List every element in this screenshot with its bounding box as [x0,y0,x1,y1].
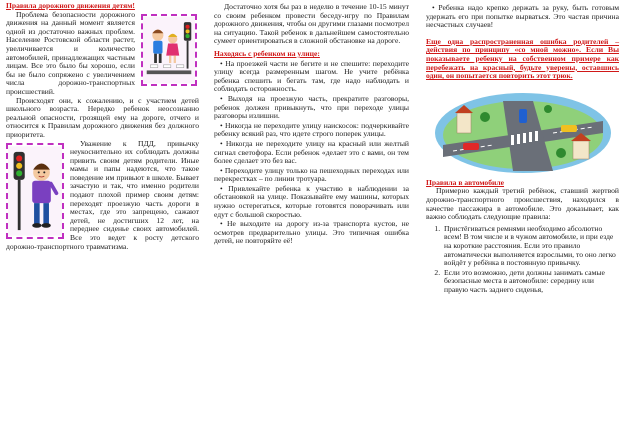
list-item: 1. Пристёгиваться ремнями необходимо абсолютно всем! В том числе и в чужом автомобиле, и при езде на короткие расстояния. Если это правило автоматически выполняется взрослыми, то оно легко войдёт у ребёнка в постоянную привычку. [442,225,619,268]
car-rules-heading: Правила в автомобиле [426,177,505,187]
car-intro-paragraph: Примерно каждый третий ребёнок, ставший жертвой дорожно-транспортного происшествия, находился в качестве пассажира в автомобиле. Это доказывает, как важно соблюдать следующие правила: [426,186,619,222]
accident-paragraph: Происходят они, к сожалению, и с участием детей школьного возраста. Нередко ребенок неосознанно реальной опасности, грозящей ему на дороге, отчего и относится к Правилам дорожного движения без должного приоритета. [6,95,199,139]
list-item: • Выходя на проезжую часть, прекратите разговоры, ребенок должен привыкнуть, что при переходе улицы разговоры излишни. [214,93,409,121]
respect-paragraph: Уважение к ПДД, привычку неукоснительно их соблюдать должны привить своим детям родители. Иные мамы и папы надеются, что такое поведение им привьют в школе. Бывает зачастую и так, что именно родители подают плохой пример своим детям: переходят проезжую часть дороги в местах, где это запрещено, сажают детей, не достигших 12 лет, на переднее сиденье своих автомобилей. Все это ведет к росту детского дорожно-транспортного травматизма. [6,138,199,251]
list-item: • Переходите улицу только на пешеходных переходах или перекрестках – по линии тротуара. [214,165,409,184]
street-rules-list [214,60,409,246]
warning-paragraph: Еще одна распространенная ошибка родителей – действия по принципу «со мной можно». Если Вы показываете ребенку на собственном примере как перебежать на красный, будьте уверены, оставшись один, он попытается повторить этот трюк. [426,36,619,81]
conversation-paragraph: Достаточно хотя бы раз в неделю в течение 10-15 минут со своим ребенком провести беседу-игру по Правилам дорожного движения, чтобы он другими глазами посмотрел на ситуацию. Такой ребенок в дальнейшем самостоятельно сумеет ориентироваться в сложной обстановке на дороге. [214,2,409,46]
column-1 [0,0,203,445]
list-item: • На проезжей части не бегите и не спешите: переходите улицу всегда размеренным шагом. Не учите ребёнка ребенка спешить и бегать там, где надо наблюдать и соблюдать осторожность. [214,58,409,94]
column-3 [420,0,625,445]
road-intersection-illustration [433,87,613,175]
list-item: • Никогда не переходите улицу на красный или желтый сигнал светофора. Если ребенок «делает это с вами, он тем более сделает это без вас. [214,138,409,166]
hold-hand-item: • Ребенка надо крепко держать за руку, быть готовым удержать его при попытке вырваться. Это частая причина несчастных случаев! [426,3,619,30]
car-rules-list [426,225,619,295]
boy-traffic-light-illustration [6,143,64,239]
column-2 [208,0,413,445]
list-item: 2. Если это возможно, дети должны занимать самые безопасные места в автомобиле: середину или правую часть заднего сиденья, [442,269,619,295]
street-heading: Находясь с ребенком на улице: [214,48,320,58]
list-item: • Никогда не переходите улицу наискосок: подчеркивайте ребенку всякий раз, что идете строго поперек улицы. [214,120,409,139]
list-item: • Не выходите на дорогу из-за транспорта кустов, не осмотрев предварительно улицы. Это типичная ошибка детей, не повторяйте её! [214,219,409,246]
list-item: • Привлекайте ребенка к участию в наблюдении за обстановкой на улице. Показывайте ему машины, которых нужно остерегаться, которые готовятся поворачивать или едут с большой скоростью. [214,183,409,219]
page-title: Правила дорожного движения детям! [6,1,135,10]
intro-paragraph: Проблема безопасности дорожного движения на данный момент является одной из достаточно важных проблем. Население Ростовской области растет, увеличивается и количество автомобилей, принадлежащих частным лицам. Все это было бы хорошо, если бы не было сопряжено с увеличением числа дорожно-транспортных происшествий. [6,9,135,96]
children-crossing-illustration [141,14,197,86]
